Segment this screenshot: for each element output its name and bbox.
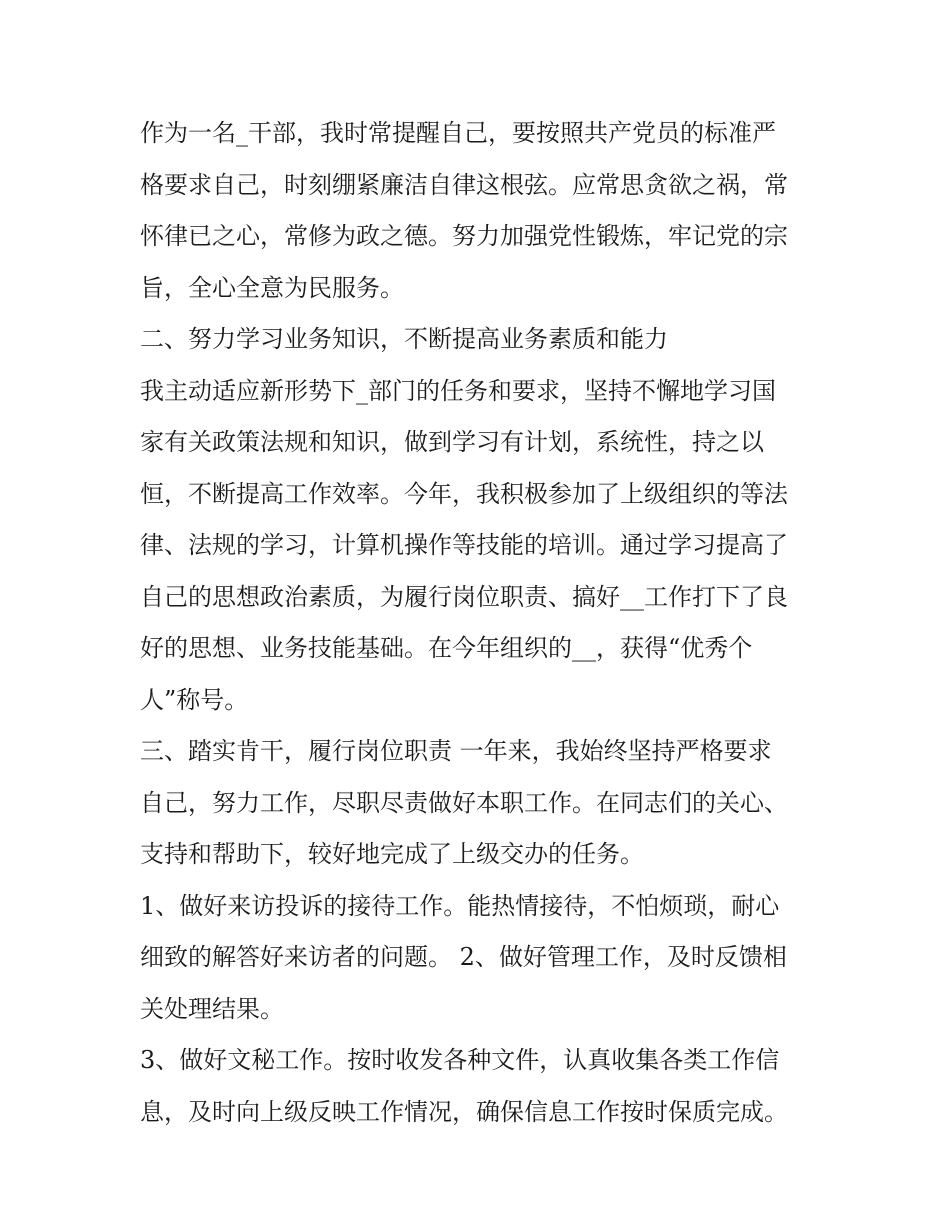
list-item-line: 息，及时向上级反映工作情况，确保信息工作按时保质完成。 [140,1097,788,1126]
list-item-line: 关处理结果。 [140,994,284,1023]
text-line: 自己，努力工作，尽职尽责做好本职工作。在同志们的关心、 [140,788,788,817]
text-line: 人”称号。 [140,685,249,714]
list-item-line: 细致的解答好来访者的问题。 2、做好管理工作，及时反馈相 [140,943,787,971]
text-line: 旨，全心全意为民服务。 [140,273,404,302]
text-line: 作为一名_干部，我时常提醒自己，要按照共产党员的标准严 [140,119,776,147]
text-line: 自己的思想政治素质，为履行岗位职责、搞好__工作打下了良 [140,582,788,611]
list-item-line: 3、做好文秘工作。按时收发各种文件，认真收集各类工作信 [140,1046,780,1074]
text-line: 好的思想、业务技能基础。在今年组织的__，获得“优秀个 [140,634,753,662]
list-item-line: 1、做好来访投诉的接待工作。能热情接待，不怕烦琐，耐心 [140,891,780,920]
text-line: 我主动适应新形势下_部门的任务和要求，坚持不懈地学习国 [140,376,776,405]
document-body [140,108,820,1138]
text-line: 恒，不断提高工作效率。今年，我积极参加了上级组织的等法 [140,479,788,508]
text-line: 家有关政策法规和知识，做到学习有计划，系统性，持之以 [140,428,764,456]
section-heading: 三、踏实肯干，履行岗位职责 一年来，我始终坚持严格要求 [140,737,772,765]
text-line: 格要求自己，时刻绷紧廉洁自律这根弦。应常思贪欲之祸，常 [140,170,788,199]
text-line: 支持和帮助下，较好地完成了上级交办的任务。 [140,840,644,868]
text-line: 律、法规的学习，计算机操作等技能的培训。通过学习提高了 [140,531,788,559]
text-line: 怀律已之心，常修为政之德。努力加强党性锻炼，牢记党的宗 [140,222,788,250]
section-heading: 二、努力学习业务知识，不断提高业务素质和能力 [140,325,668,353]
